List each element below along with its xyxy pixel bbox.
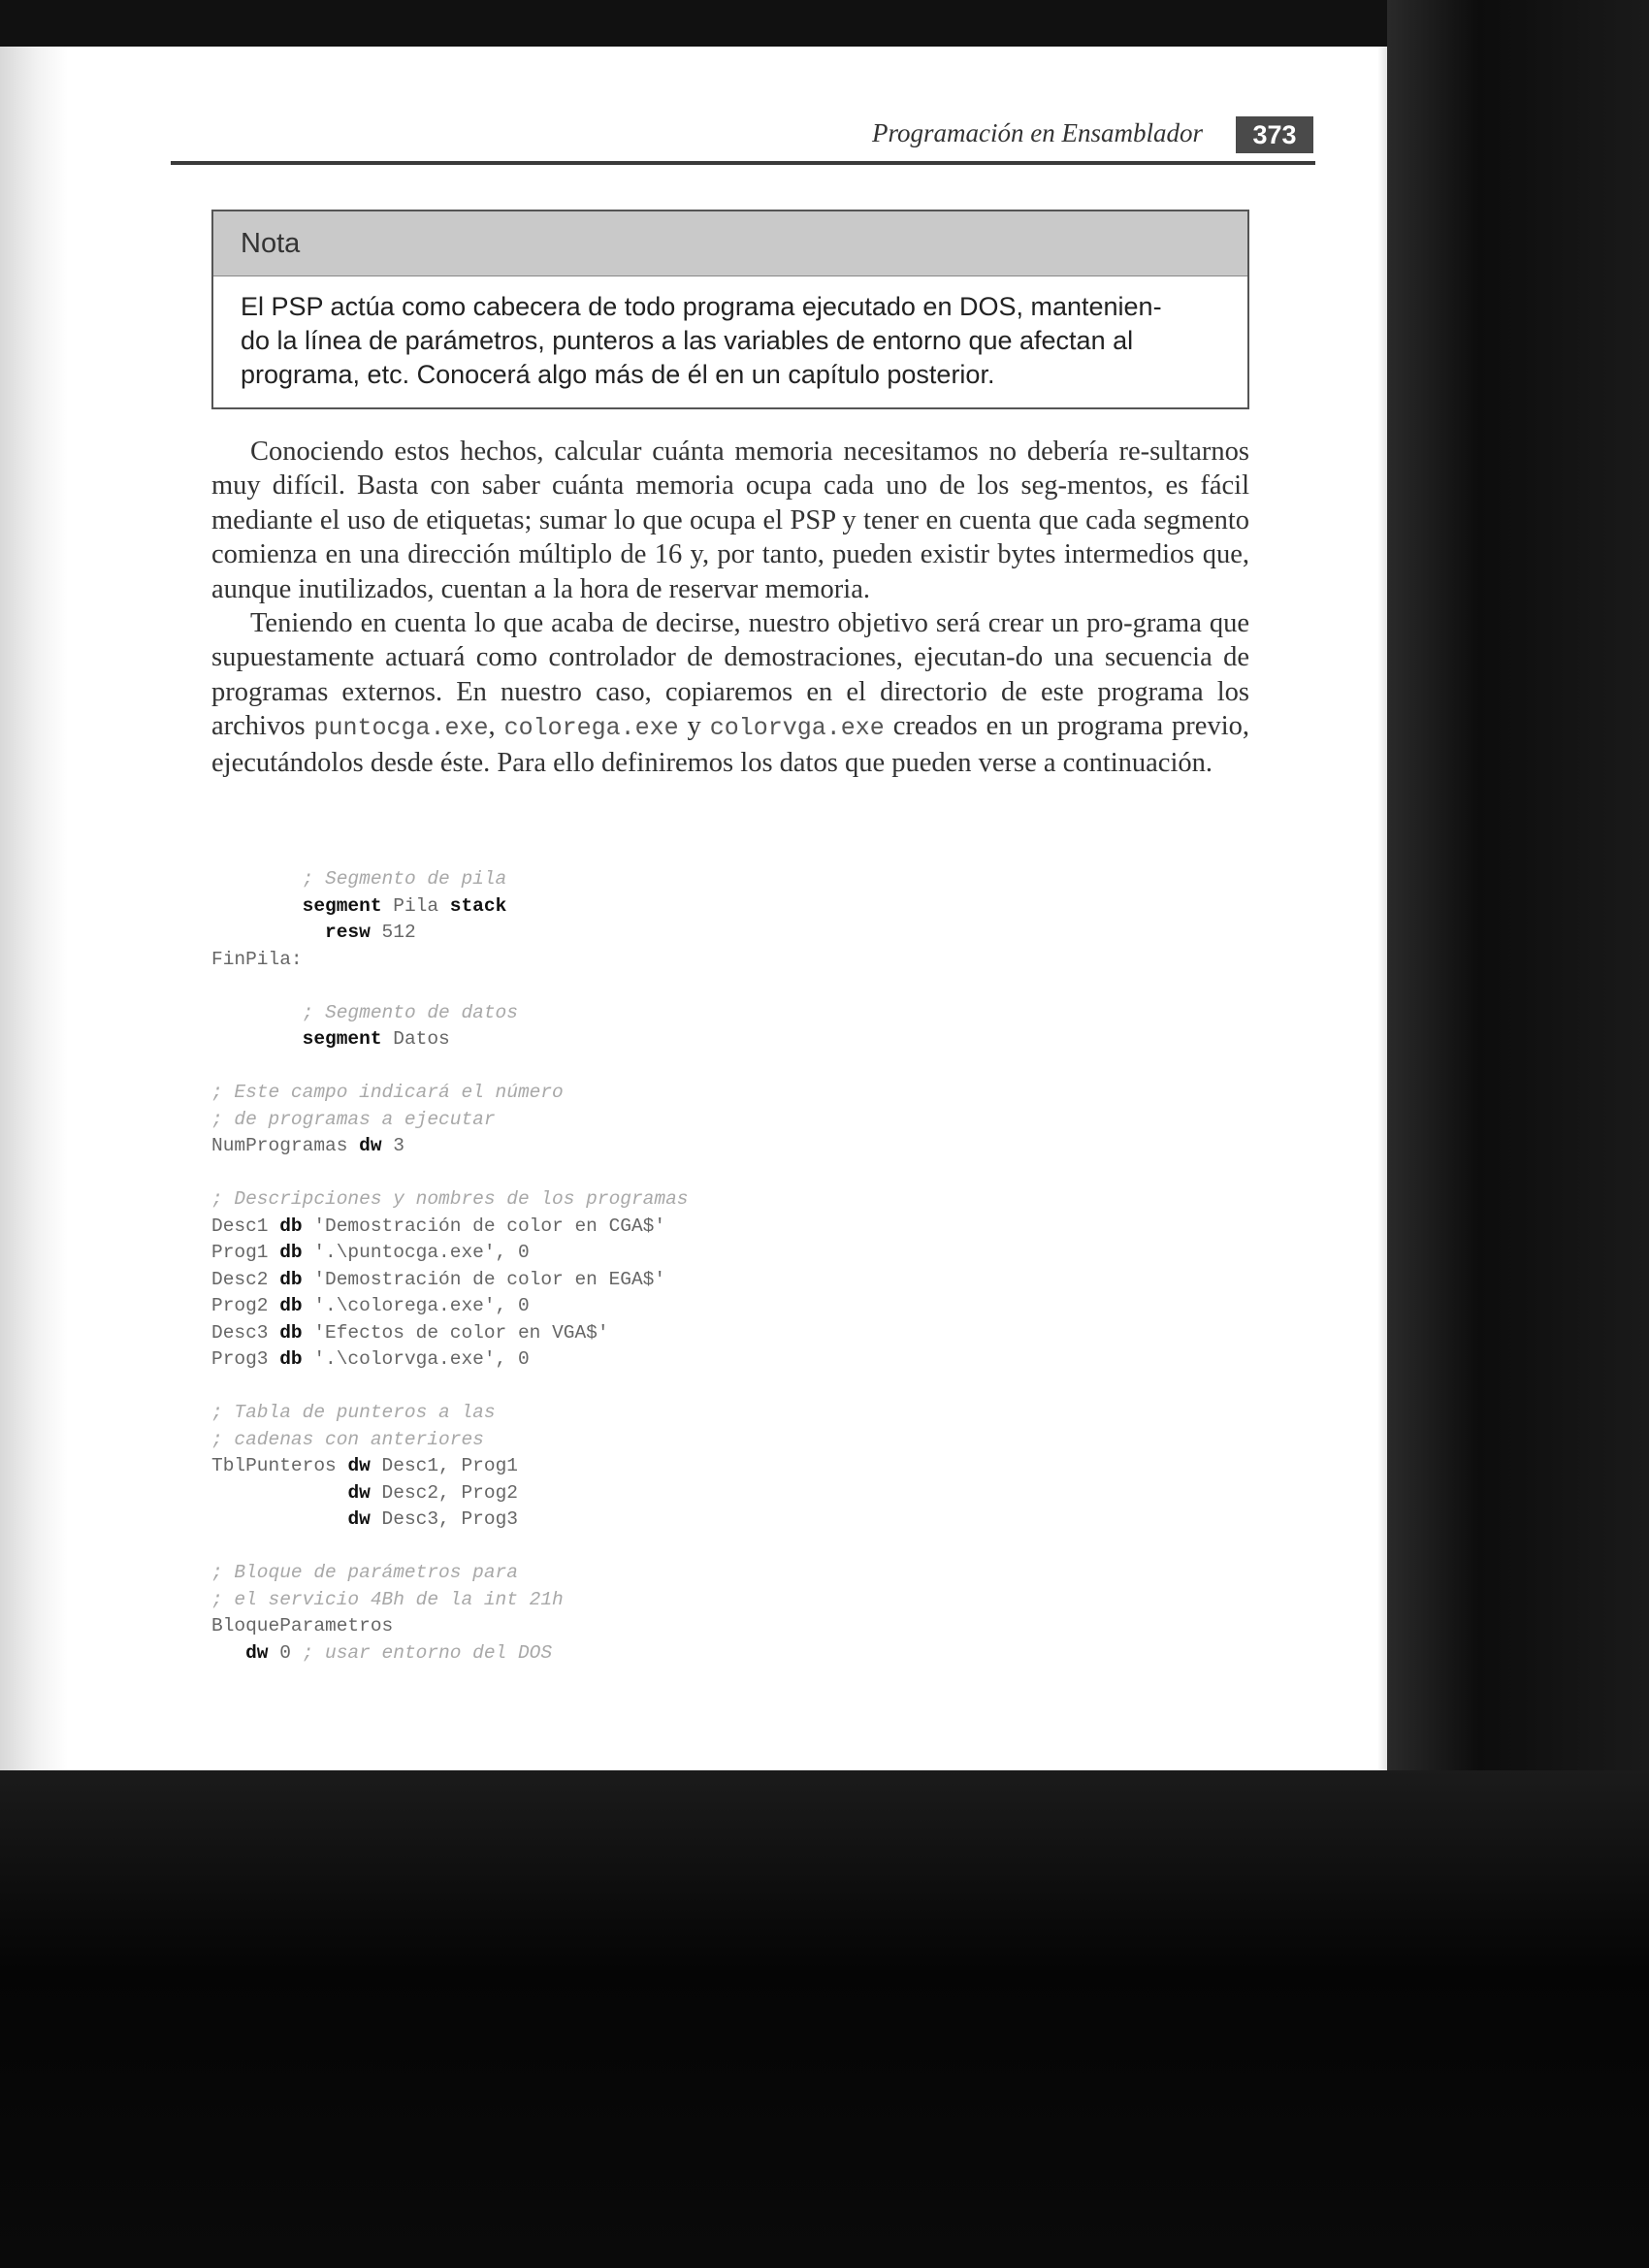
code-line [211, 1293, 1084, 1320]
code-line [211, 1613, 1084, 1640]
code-line [211, 1400, 1084, 1427]
paragraph-text: creados en un programa previo, ejecutándolos desde éste. Para ello definiremos los datos que pueden verse a continuación. [211, 711, 1249, 778]
code-text [211, 1002, 303, 1023]
code-keyword: dw [347, 1508, 371, 1530]
code-line [211, 1214, 1084, 1241]
paragraph-text: y [678, 711, 710, 742]
code-comment: ; Bloque de parámetros para [211, 1562, 518, 1583]
code-line [211, 1267, 1084, 1294]
code-text: Prog1 [211, 1242, 280, 1263]
code-line [211, 1346, 1084, 1374]
code-line [211, 1480, 1084, 1507]
filename: puntocga.exe [313, 714, 489, 743]
code-text [211, 1642, 245, 1664]
header-rule [171, 161, 1315, 165]
code-keyword: dw [347, 1455, 371, 1476]
code-text: Desc1, Prog1 [370, 1455, 518, 1476]
code-text: Desc3, Prog3 [370, 1508, 518, 1530]
code-text: Pila [381, 894, 450, 917]
code-keyword: db [279, 1242, 303, 1263]
code-keyword: dw [245, 1641, 269, 1664]
code-keyword: dw [359, 1135, 382, 1156]
code-text: TblPunteros [211, 1455, 348, 1476]
code-line [211, 1133, 1084, 1160]
code-keyword: segment [302, 894, 382, 917]
code-text [211, 1028, 303, 1050]
code-text [211, 868, 303, 890]
note-box [211, 210, 1249, 409]
code-line [211, 1000, 1084, 1027]
code-line [211, 1374, 1084, 1401]
paragraph [211, 606, 1249, 780]
code-keyword: db [279, 1295, 303, 1316]
code-line [211, 1107, 1084, 1134]
code-text: Datos [381, 1028, 450, 1050]
code-text: NumProgramas [211, 1135, 360, 1156]
code-keyword: db [279, 1348, 303, 1370]
code-keyword: segment [302, 1028, 382, 1050]
code-comment: ; Segmento de datos [302, 1001, 518, 1023]
filename: colorega.exe [503, 714, 679, 743]
code-comment: ; el servicio 4Bh de la int 21h [211, 1588, 564, 1610]
note-line: El PSP actúa como cabecera de todo programa ejecutado en DOS, mantenien- [241, 292, 1162, 321]
code-comment: ; Tabla de punteros a las [211, 1402, 496, 1423]
code-line [211, 973, 1084, 1000]
code-text: Desc2, Prog2 [370, 1481, 518, 1504]
code-comment: ; Este campo indicará el número [211, 1082, 564, 1103]
code-text [211, 1482, 347, 1504]
code-listing [211, 866, 1084, 1667]
code-line [211, 893, 1084, 921]
scan-background-bottom [0, 1770, 1649, 2268]
code-line [211, 866, 1084, 893]
body-text [211, 435, 1249, 780]
page-number: 373 [1236, 116, 1313, 153]
code-text: Desc2 [211, 1268, 280, 1290]
code-comment: ; de programas a ejecutar [211, 1108, 496, 1130]
running-title: Programación en Ensamblador [872, 118, 1203, 147]
code-text: 'Demostración de color en CGA$' [302, 1215, 666, 1237]
code-line [211, 920, 1084, 947]
code-text: 512 [370, 922, 416, 943]
code-line [211, 1453, 1084, 1480]
page-gutter-shadow [0, 47, 68, 1770]
code-line [211, 1534, 1084, 1561]
code-line [211, 1026, 1084, 1053]
code-text: 0 [268, 1641, 303, 1664]
code-text: Desc3 [211, 1321, 280, 1344]
code-text: 3 [381, 1135, 404, 1156]
note-title: Nota [213, 211, 1247, 276]
note-line: programa, etc. Conocerá algo más de él en un capítulo posterior. [241, 360, 995, 389]
code-keyword: db [279, 1268, 303, 1290]
code-line [211, 1560, 1084, 1587]
code-text [211, 922, 325, 943]
code-line [211, 947, 1084, 974]
code-text: '.\colorvga.exe', 0 [302, 1348, 530, 1370]
code-text: '.\puntocga.exe', 0 [302, 1242, 530, 1263]
code-text: Prog2 [211, 1295, 280, 1316]
code-line [211, 1427, 1084, 1454]
code-line [211, 1320, 1084, 1347]
paragraph: Conociendo estos hechos, calcular cuánta memoria necesitamos no debería re-sultarnos muy difícil. Basta con saber cuánta memoria ocupa cada uno de los seg-mentos, es fácil mediante el uso de etiquetas; sumar lo que ocupa el PSP y tener en cuenta que cada segmento comienza en una dirección múltiplo de 16 y, por tanto, pueden existir bytes intermedios que, aunque inutilizados, cuentan a la hora de reservar memoria. [211, 437, 1249, 604]
code-keyword: stack [449, 894, 507, 917]
paragraph-text: , [488, 711, 504, 742]
filename: colorvga.exe [709, 714, 885, 743]
code-line [211, 1053, 1084, 1081]
note-body [213, 276, 1247, 392]
code-keyword: dw [347, 1481, 371, 1504]
code-text: 'Efectos de color en VGA$' [302, 1321, 609, 1344]
code-text [211, 1508, 347, 1530]
note-line: do la línea de parámetros, punteros a las variables de entorno que afectan al [241, 326, 1134, 355]
code-line [211, 1080, 1084, 1107]
code-comment: ; usar entorno del DOS [302, 1641, 553, 1664]
code-keyword: db [279, 1321, 303, 1344]
code-comment: ; cadenas con anteriores [211, 1428, 484, 1450]
code-line [211, 1587, 1084, 1614]
code-text [211, 895, 303, 917]
code-text: Prog3 [211, 1348, 280, 1370]
code-line [211, 1507, 1084, 1534]
code-keyword: db [279, 1215, 303, 1237]
code-line [211, 1186, 1084, 1214]
code-text: BloqueParametros [211, 1615, 394, 1636]
code-line [211, 1240, 1084, 1267]
code-text: 'Demostración de color en EGA$' [302, 1268, 666, 1290]
code-keyword: resw [325, 922, 371, 943]
code-text: '.\colorega.exe', 0 [302, 1295, 530, 1316]
code-comment: ; Descripciones y nombres de los programas [211, 1188, 689, 1210]
code-line [211, 1160, 1084, 1187]
code-line [211, 1640, 1084, 1668]
code-text: Desc1 [211, 1215, 280, 1237]
paragraph-text: Teniendo en cuenta lo que acaba de decirse, nuestro objetivo será crear un pro-grama que supuestamente actuará como controlador de demostraciones, ejecutan-do una secuencia de programas externos. En nuestro caso, copiaremos en el directorio de este programa los archivos [211, 608, 1249, 742]
code-comment: ; Segmento de pila [302, 868, 507, 890]
code-text: FinPila: [211, 948, 303, 970]
